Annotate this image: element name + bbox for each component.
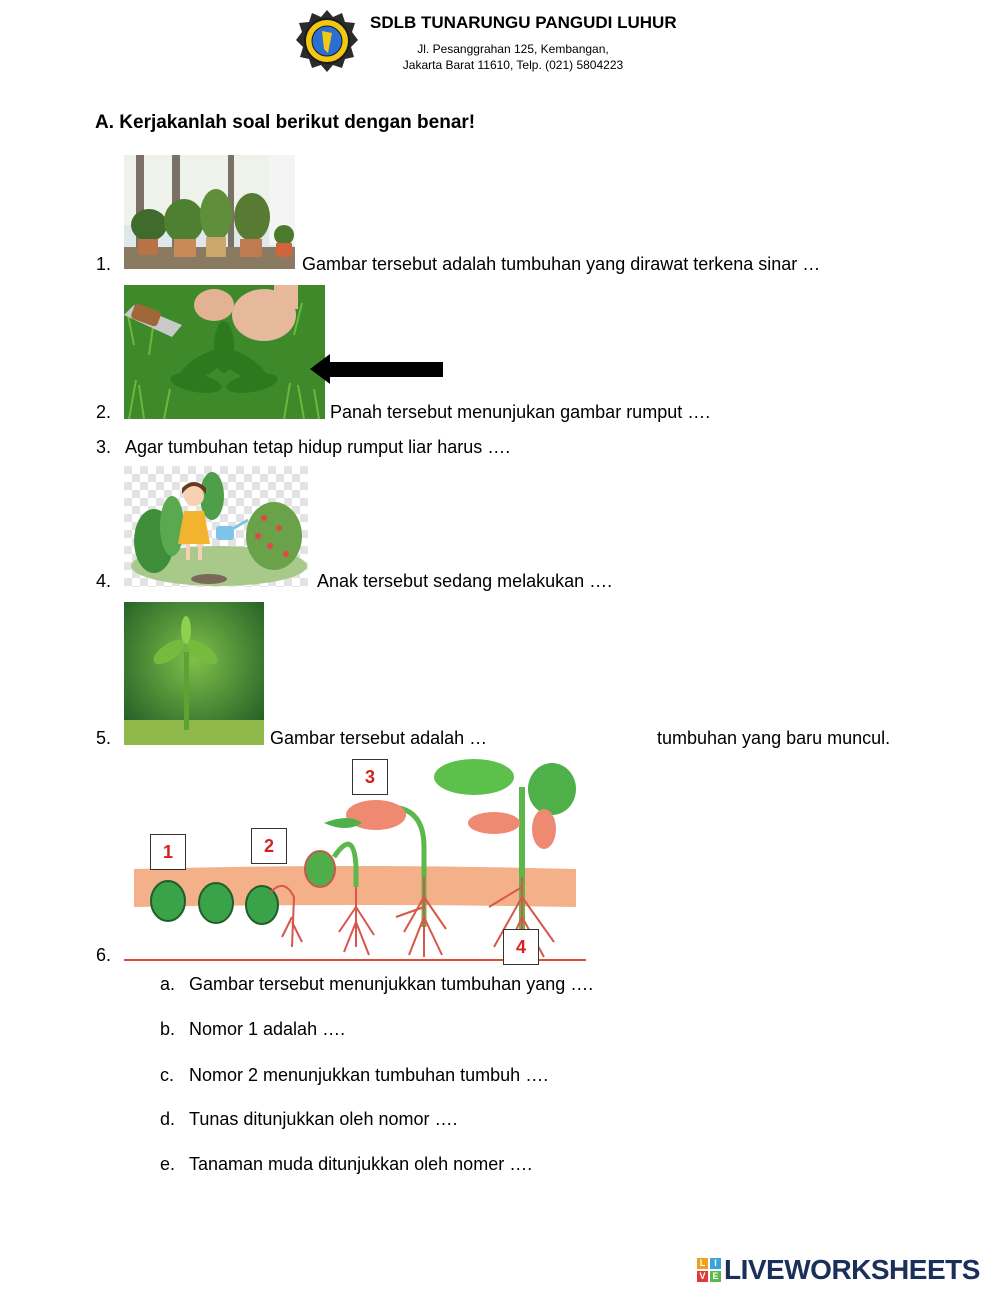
section-title: A. Kerjakanlah soal berikut dengan benar! [95, 112, 476, 133]
question-3-text: Agar tumbuhan tetap hidup rumput liar harus …. [125, 437, 511, 457]
sub-question-d [160, 1109, 457, 1130]
weeding-grass-image [124, 285, 325, 419]
brand-cubes-icon [697, 1258, 721, 1282]
brand-text: LIVEWORKSHEETS [724, 1254, 980, 1285]
school-address-line1: Jl. Pesanggrahan 125, Kembangan, [417, 42, 609, 56]
brand-cube-e: E [710, 1271, 721, 1282]
sub-question-text: Nomor 2 menunjukkan tumbuhan tumbuh …. [189, 1065, 549, 1085]
sub-question-letter: a. [160, 974, 176, 994]
sub-question-letter: e. [160, 1154, 176, 1174]
school-logo [295, 9, 359, 73]
sub-question-e [160, 1154, 532, 1175]
growth-label-1: 1 [150, 834, 186, 870]
question-5-text: Gambar tersebut adalah … [270, 728, 488, 748]
school-name: SDLB TUNARUNGU PANGUDI LUHUR [370, 13, 677, 32]
sub-question-letter: b. [160, 1019, 176, 1039]
potted-plants-image [124, 155, 295, 269]
growth-label-2: 2 [251, 828, 287, 864]
question-5-text-end: tumbuhan yang baru muncul. [657, 728, 891, 748]
sub-question-letter: c. [160, 1065, 175, 1085]
sub-question-c [160, 1065, 548, 1086]
question-4-number: 4. [96, 571, 112, 591]
question-2-text: Panah tersebut menunjukan gambar rumput …. [330, 402, 711, 422]
question-1-text: Gambar tersebut adalah tumbuhan yang dirawat terkena sinar … [302, 254, 821, 274]
question-4-text: Anak tersebut sedang melakukan …. [317, 571, 613, 591]
sub-question-text: Gambar tersebut menunjukkan tumbuhan yang …. [189, 974, 594, 994]
growth-label-3: 3 [352, 759, 388, 795]
question-5-number: 5. [96, 728, 112, 748]
question-6-number: 6. [96, 945, 112, 965]
question-1-number: 1. [96, 254, 112, 274]
sub-question-text: Tunas ditunjukkan oleh nomor …. [189, 1109, 458, 1129]
brand-cube-l: L [697, 1258, 708, 1269]
girl-watering-plants-image [124, 466, 308, 587]
brand-cube-v: V [697, 1271, 708, 1282]
sub-question-b [160, 1019, 345, 1040]
liveworksheets-logo[interactable] [697, 1255, 980, 1285]
brand-cube-i: I [710, 1258, 721, 1269]
sub-question-text: Nomor 1 adalah …. [189, 1019, 346, 1039]
sub-question-a [160, 974, 593, 995]
growth-label-4: 4 [503, 929, 539, 965]
arrow-pointer [310, 352, 443, 386]
sub-question-text: Tanaman muda ditunjukkan oleh nomer …. [189, 1154, 533, 1174]
sprout-image [124, 602, 264, 745]
school-address-line2: Jakarta Barat 11610, Telp. (021) 5804223 [402, 58, 624, 72]
sub-question-letter: d. [160, 1109, 176, 1129]
question-2-number: 2. [96, 402, 112, 422]
question-3-number: 3. [96, 437, 112, 457]
